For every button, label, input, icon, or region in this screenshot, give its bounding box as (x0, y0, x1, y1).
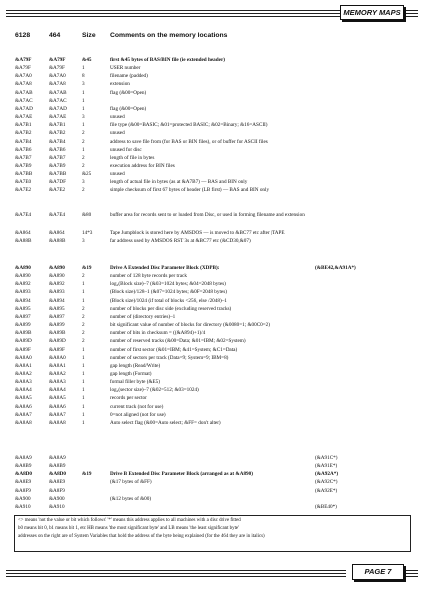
addr-464: &A7B9 (49, 162, 66, 169)
addr-6128: &A7BB (15, 171, 33, 178)
comment: length of actual file in bytes (as at &A7B7) — BAS and BIN only (110, 179, 248, 186)
table-row (15, 354, 415, 362)
comment: formal filler byte (&E5) (110, 379, 160, 386)
table-row (15, 105, 415, 113)
addr-464: &A8D0 (49, 471, 67, 478)
size: 1 (82, 395, 85, 402)
table-row (15, 288, 415, 296)
addr-6128: &A864 (15, 230, 31, 236)
addr-464: &A88B (49, 238, 66, 245)
table-row (15, 470, 415, 478)
comment: number of bits in checksum = ((&A894)+1)/4 (110, 330, 206, 337)
addr-6128: &A8A3 (15, 379, 32, 386)
size: 1 (82, 411, 85, 418)
comment: far address used by AMSDOS RST 3s at &BC77 etc (&CD30,&07) (110, 238, 251, 245)
comment: length of file in bytes (110, 154, 155, 161)
table-row (15, 80, 415, 88)
size: 2 (82, 130, 85, 137)
addr-464: &A8B9 (49, 463, 66, 470)
comment: file type (&00=BASIC; &01=protected BASIC; &02=Binary; &16=ASCII) (110, 122, 268, 129)
addr-6128: &A7AC (15, 97, 33, 104)
comment: gap length (Format) (110, 370, 152, 377)
table-row (15, 72, 415, 80)
comment: execution address for BIN files (110, 162, 175, 169)
size: 1 (82, 379, 85, 386)
size: 2 (82, 154, 85, 161)
table-row (15, 121, 415, 129)
table-row (15, 329, 415, 337)
size: 1 (82, 419, 85, 426)
comment: unused (110, 130, 125, 137)
comment: number of 128 byte records per track (110, 273, 187, 280)
addr-464: &A8A8 (49, 419, 66, 426)
table-row (15, 487, 415, 495)
addr-6128: &A7B4 (15, 138, 32, 145)
page-number: PAGE 7 (352, 564, 404, 580)
addr-6128: &A7A0 (15, 73, 32, 80)
addr-464: &A894 (49, 297, 65, 304)
addr-6128: &A892 (15, 281, 31, 288)
addr-464: &A8A2 (49, 370, 66, 377)
table-row (15, 378, 415, 386)
addr-6128: &A890 (15, 265, 31, 271)
addr-6128: &A910 (15, 503, 31, 510)
addr-6128: &A897 (15, 313, 31, 320)
comment: number of sectors per track (Data=9; System=9; IBM=8) (110, 354, 229, 361)
table-row (15, 321, 415, 329)
addr-464: &A7BB (49, 171, 67, 178)
addr-464: &A7A8 (49, 81, 66, 88)
comment: Drive A Extended Disc Parameter Block (XDPB): (110, 265, 220, 271)
size: 1 (82, 362, 85, 369)
comment: (&17 bytes of &FF) (110, 479, 152, 486)
comment: records per sector (110, 395, 147, 402)
size: 14*3 (82, 230, 93, 236)
addr-6128: &A88B (15, 238, 32, 245)
addr-464: &A8A7 (49, 411, 66, 418)
table-row (15, 411, 415, 419)
addr-6128: &A8A2 (15, 370, 32, 377)
addr-6128: &A8E9 (15, 479, 32, 486)
size: 1 (82, 146, 85, 153)
comment: filename (padded) (110, 73, 148, 80)
table-row (15, 162, 415, 170)
footer-rule-right (406, 570, 418, 579)
comment: number of (directory entries)–1 (110, 313, 176, 320)
comment: flag (&00=Open) (110, 105, 147, 112)
size: 2 (82, 138, 85, 145)
size: 1 (82, 105, 85, 112)
header-rule-right (406, 10, 418, 19)
addr-464: &A89D (49, 338, 66, 345)
addr-6128: &A8A1 (15, 362, 32, 369)
table-row (15, 394, 415, 402)
comment: gap length (Read/Write) (110, 362, 161, 369)
addr-6128: &A8A4 (15, 387, 32, 394)
size: 3 (82, 238, 85, 245)
addr-6128: &A895 (15, 305, 31, 312)
size: &19 (82, 265, 92, 271)
size: 1 (82, 89, 85, 96)
addr-464: &A89F (49, 346, 65, 353)
sysvar-address: (&A91E*) (315, 463, 338, 470)
comment: (Block size)/1024 (if total of blocks <256, else /2048)–1 (110, 297, 227, 304)
size: 1 (82, 346, 85, 353)
sysvar-address: (&A92C*) (315, 479, 338, 486)
size: 3 (82, 114, 85, 121)
addr-6128: &A79F (15, 57, 32, 63)
addr-6128: &A7B9 (15, 162, 32, 169)
notes-box (14, 515, 411, 552)
size: &45 (82, 57, 92, 63)
addr-464: &A8A3 (49, 379, 66, 386)
table-row (15, 305, 415, 313)
note-line: addresses on the right are of System Variables that hold the address of the byte being explained (for the 464 they are in italics) (18, 534, 265, 540)
addr-6128: &A7B6 (15, 146, 32, 153)
size: &25 (82, 171, 92, 178)
addr-6128: &A79F (15, 65, 31, 72)
comment: unused (110, 114, 125, 121)
size: 1 (82, 403, 85, 410)
comment: log₂(sector size)–7 (&02=512; &03=1024) (110, 387, 199, 394)
table-row (15, 129, 415, 137)
addr-6128: &A7E4 (15, 212, 32, 218)
size: 1 (82, 281, 85, 288)
addr-464: &A7B7 (49, 154, 66, 161)
addr-6128: &A7AD (15, 105, 33, 112)
size: 2 (82, 322, 85, 329)
table-row (15, 370, 415, 378)
col-comments: Comments on the memory locations (110, 32, 228, 39)
size: 1 (82, 354, 85, 361)
note-line: b0 means bit 0, b1 means bit 1, etc HB means 'the most significant byte' and LB means 'the least significant byte' (18, 526, 239, 532)
addr-464: &A890 (49, 273, 65, 280)
comment: unused (110, 171, 125, 178)
table-row (15, 178, 415, 186)
comment: extension (110, 81, 130, 88)
addr-6128: &A893 (15, 289, 31, 296)
addr-464: &A895 (49, 305, 65, 312)
comment: (Block size)/128–1 (&07=1024 bytes; &0F=2048 bytes) (110, 289, 227, 296)
size: 1 (82, 122, 85, 129)
comment: unused for disc (110, 146, 142, 153)
addr-6128: &A8A9 (15, 455, 32, 461)
addr-6128: &A89B (15, 330, 32, 337)
comment: address to save file from (for BAS or BIN files), or of buffer for ASCII files (110, 138, 268, 145)
comment: simple checksum of first 67 bytes of header (LB first) — BAS and BIN only (110, 187, 270, 194)
addr-6128: &A8A6 (15, 403, 32, 410)
addr-6128: &A8B9 (15, 463, 32, 470)
addr-464: &A79F (49, 65, 65, 72)
size: 2 (82, 338, 85, 345)
size: 2 (82, 330, 85, 337)
addr-464: &A899 (49, 322, 65, 329)
addr-464: &A7AD (49, 105, 67, 112)
table-row (15, 386, 415, 394)
addr-464: &A8A9 (49, 455, 66, 461)
table-row (15, 154, 415, 162)
table-row (15, 211, 415, 219)
table-row (15, 313, 415, 321)
table-row (15, 462, 415, 470)
addr-464: &A890 (49, 265, 65, 271)
size: 1 (82, 65, 85, 72)
col-464: 464 (49, 32, 61, 39)
addr-464: &A8A0 (49, 354, 66, 361)
sysvar-address: (&BE42,&A91A*) (315, 265, 356, 271)
sysvar-address: (&BE40*) (315, 503, 337, 510)
header-title: MEMORY MAPS (340, 5, 404, 20)
addr-464: &A7E2 (49, 187, 66, 194)
addr-6128: &A7B7 (15, 154, 32, 161)
size: 2 (82, 305, 85, 312)
comment: flag (&00=Open) (110, 89, 147, 96)
addr-464: &A7AB (49, 89, 67, 96)
addr-464: &A7A0 (49, 73, 66, 80)
header-rule (6, 10, 346, 19)
table-row (15, 419, 415, 427)
addr-464: &A893 (49, 289, 65, 296)
addr-464: &A7DF (49, 179, 67, 186)
addr-464: &A8E9 (49, 479, 66, 486)
table-row (15, 503, 415, 511)
addr-464: &A7B1 (49, 122, 66, 129)
size: 3 (82, 81, 85, 88)
comment: bit significant value of number of blocks for directory (&0080=1; &00C0=2) (110, 322, 271, 329)
comment: Auto select flag (&00=Auto select; &FF= don't alter) (110, 419, 221, 426)
size: &19 (82, 471, 92, 478)
sysvar-address: (&A92E*) (315, 487, 338, 494)
addr-6128: &A7B2 (15, 130, 32, 137)
comment: number of blocks per disc side (excluding reserved tracks) (110, 305, 232, 312)
addr-6128: &A89D (15, 338, 32, 345)
addr-6128: &A7E2 (15, 187, 32, 194)
addr-464: &A8A5 (49, 395, 66, 402)
addr-6128: &A8A7 (15, 411, 32, 418)
table-row (15, 454, 415, 462)
sysvar-address: (&A92A*) (315, 471, 339, 478)
table-row (15, 346, 415, 354)
table-row (15, 97, 415, 105)
addr-6128: &A7E0 (15, 179, 32, 186)
addr-6128: &A7B1 (15, 122, 32, 129)
addr-464: &A7B4 (49, 138, 66, 145)
comment: first &45 bytes of BAS/BIN file (ie extended header) (110, 57, 225, 63)
comment: number of first sector (&01=IBM; &41=System; &C1=Data) (110, 346, 238, 353)
addr-6128: &A7A8 (15, 81, 32, 88)
table-row (15, 138, 415, 146)
addr-6128: &A7AB (15, 89, 33, 96)
comment: Tape Jumpblock is stored here by AMSDOS — is moved to &BC77 etc after |TAPE (110, 230, 285, 236)
table-row (15, 403, 415, 411)
size: 1 (82, 289, 85, 296)
table-row (15, 478, 415, 486)
comment: log₂(Block size)–7 (&03=1024 bytes; &04=2048 bytes) (110, 281, 226, 288)
addr-464: &A7B6 (49, 146, 66, 153)
sysvar-address: (&A91C*) (315, 455, 338, 461)
table-row (15, 297, 415, 305)
size: 2 (82, 162, 85, 169)
addr-464: &A8A1 (49, 362, 66, 369)
comment: buffer area for records sent to or loaded from Disc, or used in forming filename and extension (110, 212, 305, 218)
size: 3 (82, 179, 85, 186)
addr-464: &A79F (49, 57, 66, 63)
size: 1 (82, 297, 85, 304)
addr-464: &A897 (49, 313, 65, 320)
table-row (15, 64, 415, 72)
size: 1 (82, 370, 85, 377)
table-row (15, 237, 415, 245)
addr-464: &A8A4 (49, 387, 66, 394)
addr-464: &A8A6 (49, 403, 66, 410)
size: 8 (82, 73, 85, 80)
addr-464: &A900 (49, 495, 65, 502)
addr-464: &A89B (49, 330, 66, 337)
size: 1 (82, 97, 85, 104)
size: 2 (82, 187, 85, 194)
addr-464: &A7AE (49, 114, 67, 121)
addr-6128: &A8A0 (15, 354, 32, 361)
comment: 0=not aligned (not for use) (110, 411, 166, 418)
table-row (15, 56, 415, 64)
addr-6128: &A894 (15, 297, 31, 304)
table-row (15, 362, 415, 370)
footer-rule (6, 570, 346, 579)
table-row (15, 272, 415, 280)
comment: number of reserved tracks (&00=Data; &01=IBM; &02=System) (110, 338, 246, 345)
table-row (15, 113, 415, 121)
addr-6128: &A890 (15, 273, 31, 280)
addr-464: &A7AC (49, 97, 67, 104)
size: &80 (82, 212, 92, 218)
addr-464: &A8F9 (49, 487, 65, 494)
col-size: Size (82, 32, 96, 39)
table-row (15, 495, 415, 503)
addr-464: &A892 (49, 281, 65, 288)
table-row (15, 170, 415, 178)
addr-464: &A7B2 (49, 130, 66, 137)
table-row (15, 186, 415, 194)
addr-6128: &A899 (15, 322, 31, 329)
table-row (15, 229, 415, 237)
size: 1 (82, 387, 85, 394)
addr-6128: &A8A8 (15, 419, 32, 426)
col-6128: 6128 (15, 32, 31, 39)
table-row (15, 89, 415, 97)
size: 2 (82, 273, 85, 280)
comment: current track (not for use) (110, 403, 164, 410)
table-row (15, 264, 415, 272)
size: 2 (82, 313, 85, 320)
addr-464: &A864 (49, 230, 65, 236)
comment: (&12 bytes of &00) (110, 495, 152, 502)
addr-6128: &A8A5 (15, 395, 32, 402)
table-row (15, 337, 415, 345)
addr-6128: &A89F (15, 346, 31, 353)
addr-464: &A910 (49, 503, 65, 510)
table-row (15, 280, 415, 288)
addr-464: &A7E4 (49, 212, 66, 218)
note-line: <> means 'not the value or bit which follows' '*' means this address applies to all machines with a disc drive fitted (18, 518, 241, 523)
comment: USER number (110, 65, 141, 72)
addr-6128: &A900 (15, 495, 31, 502)
comment: Drive B Extended Disc Parameter Block (arranged as at &A890) (110, 471, 253, 478)
addr-6128: &A8F9 (15, 487, 31, 494)
table-row (15, 146, 415, 154)
addr-6128: &A7AE (15, 114, 33, 121)
addr-6128: &A8D0 (15, 471, 33, 478)
